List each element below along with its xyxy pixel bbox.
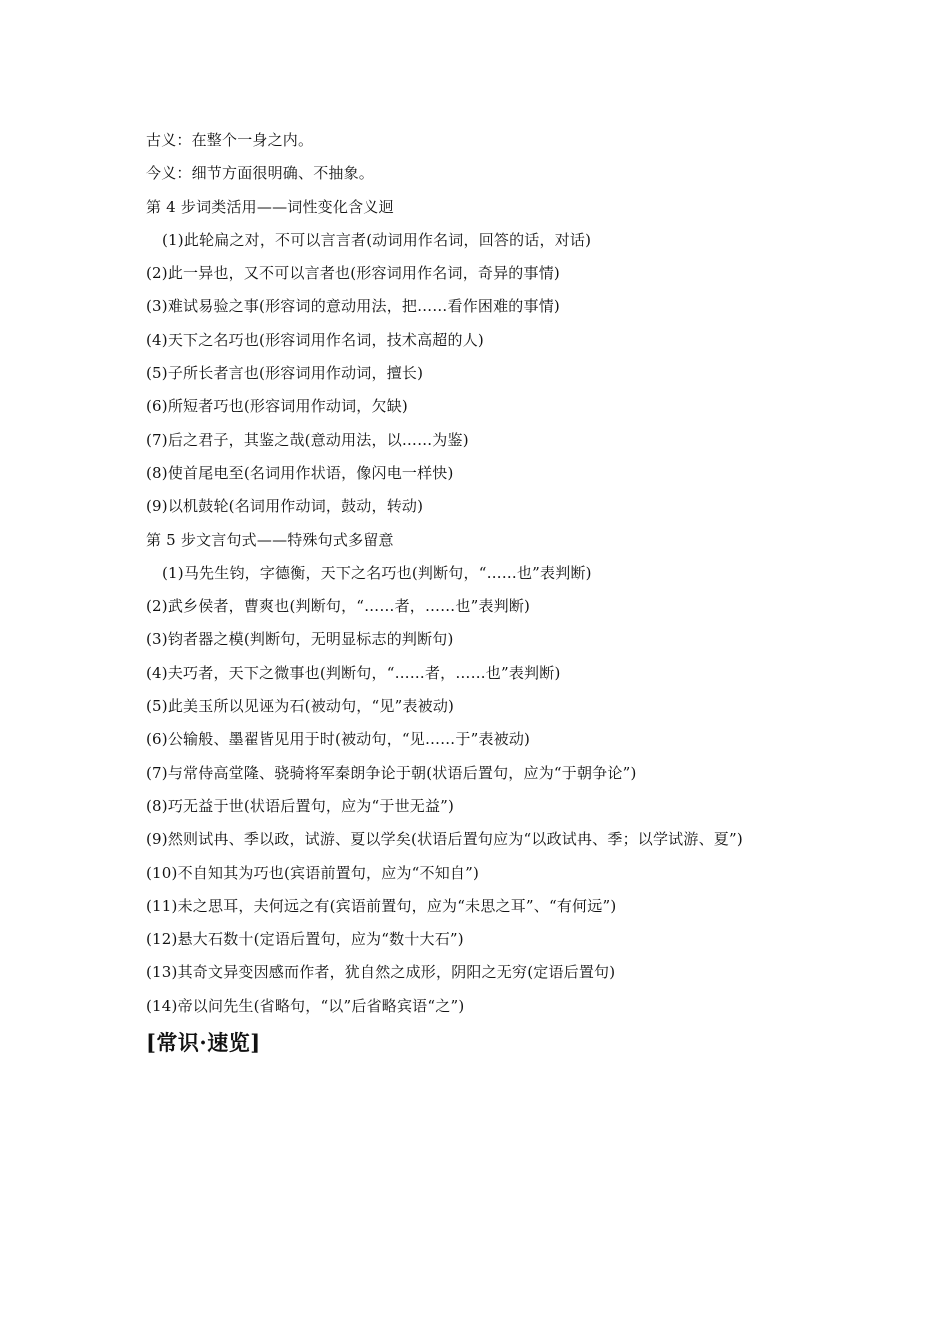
text-line: (1)此轮扁之对，不可以言言者(动词用作名词，回答的话，对话) [162, 230, 592, 249]
text-line: (9)以机鼓轮(名词用作动词，鼓动，转动) [146, 497, 424, 516]
text-line: 古义：在整个一身之内。 [146, 131, 314, 149]
text-line: (4)夫巧者，天下之微事也(判断句，“……者，……也”表判断) [146, 663, 561, 682]
text-line: (7)后之君子，其鉴之哉(意动用法，以……为鉴) [146, 430, 469, 449]
text-line: (13)其奇文异变因感而作者，犹自然之成形，阴阳之无穷(定语后置句) [146, 963, 616, 982]
text-line: 第 4 步词类活用——词性变化含义迥 [146, 197, 394, 216]
text-line: (8)巧无益于世(状语后置句，应为“于世无益”) [146, 796, 455, 815]
text-line: (5)此美玉所以见诬为石(被动句，“见”表被动) [146, 697, 455, 716]
section-heading: [常识·速览] [146, 1030, 261, 1056]
text-line: (11)未之思耳，夫何远之有(宾语前置句，应为“未思之耳”、“有何远”) [146, 896, 617, 915]
text-line: (7)与常侍高堂隆、骁骑将军秦朗争论于朝(状语后置句，应为“于朝争论”) [146, 763, 637, 782]
text-line: (10)不自知其为巧也(宾语前置句，应为“不知自”) [146, 863, 480, 882]
text-line: 第 5 步文言句式——特殊句式多留意 [146, 530, 394, 549]
text-line: (8)使首尾电至(名词用作状语，像闪电一样快) [146, 463, 454, 482]
text-line: (1)马先生钧，字德衡，天下之名巧也(判断句，“……也”表判断) [162, 563, 592, 582]
text-line: (6)公输般、墨翟皆见用于时(被动句，“见……于”表被动) [146, 730, 531, 749]
text-line: (6)所短者巧也(形容词用作动词，欠缺) [146, 397, 408, 416]
text-line: (3)钧者器之模(判断句，无明显标志的判断句) [146, 630, 454, 649]
text-lines [146, 124, 936, 1023]
text-line: (2)武乡侯者，曹爽也(判断句，“……者，……也”表判断) [146, 597, 531, 616]
document-body [146, 124, 936, 1057]
text-line: (14)帝以问先生(省略句，“以”后省略宾语“之”) [146, 996, 465, 1015]
text-line: (5)子所长者言也(形容词用作动词，擅长) [146, 364, 424, 383]
text-line: (3)难试易验之事(形容词的意动用法，把……看作困难的事情) [146, 297, 560, 316]
text-line: (4)天下之名巧也(形容词用作名词，技术高超的人) [146, 330, 484, 349]
text-line: 今义：细节方面很明确、不抽象。 [146, 164, 375, 183]
text-line: (9)然则试冉、季以政，试游、夏以学矣(状语后置句应为“以政试冉、季；以学试游、夏”) [146, 830, 743, 849]
text-line: (12)悬大石数十(定语后置句，应为“数十大石”) [146, 930, 464, 949]
text-line: (2)此一异也，又不可以言者也(形容词用作名词，奇异的事情) [146, 264, 560, 283]
